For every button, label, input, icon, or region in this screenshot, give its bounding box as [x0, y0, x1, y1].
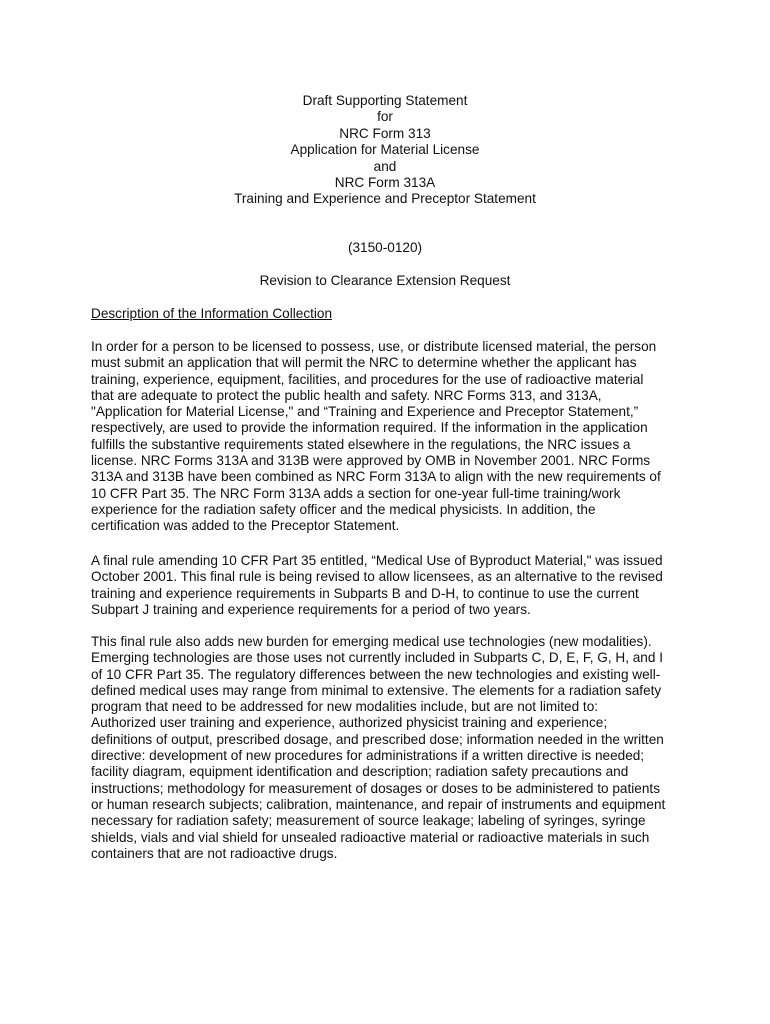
- paragraph-line: containers that are not radioactive drugs.: [91, 845, 338, 861]
- paragraph-line: or human research subjects; calibration, maintenance, and repair of instruments and equipment: [91, 796, 666, 812]
- paragraph-line: In order for a person to be licensed to possess, use, or distribute licensed material, the person: [91, 339, 657, 354]
- paragraph-line: Authorized user training and experience, authorized physicist training and experience;: [91, 715, 608, 731]
- paragraph-line: A final rule amending 10 CFR Part 35 entitled, “Medical Use of Byproduct Material," was issued: [91, 553, 663, 568]
- title-line: for: [377, 109, 393, 125]
- paragraph-line: This final rule also adds new burden for emerging medical use technologies (new modalities).: [91, 634, 652, 649]
- paragraph-line: defined medical uses may range from minimal to extensive. The elements for a radiation safety: [91, 682, 662, 698]
- title-line: and: [373, 158, 397, 174]
- paragraph-line: instructions; methodology for measurement of dosages or doses to be administered to patients: [91, 780, 660, 796]
- title-line: Training and Experience and Preceptor Statement: [234, 191, 536, 207]
- paragraph-line: Emerging technologies are those uses not currently included in Subparts C, D, E, F, G, H, and I: [91, 650, 663, 666]
- paragraph-line: 313A and 313B have been combined as NRC Form 313A to align with the new requirements of: [91, 469, 661, 485]
- paragraph-2: [91, 553, 691, 618]
- paragraph-line: 10 CFR Part 35. The NRC Form 313A adds a section for one-year full-time training/work: [91, 485, 621, 501]
- paragraph-3: [91, 634, 691, 862]
- title-block: [0, 93, 770, 208]
- section-heading: Description of the Information Collection: [91, 306, 333, 321]
- paragraph-1: [91, 339, 691, 535]
- title-line: NRC Form 313: [339, 125, 431, 141]
- paragraph-line: license. NRC Forms 313A and 313B were approved by OMB in November 2001. NRC Forms: [91, 453, 651, 469]
- title-line: NRC Form 313A: [334, 174, 436, 190]
- paragraph-line: training and experience requirements in Subparts B and D-H, to continue to use the current: [91, 585, 639, 601]
- paragraph-line: facility diagram, equipment identification and description; radiation safety precautions and: [91, 764, 629, 780]
- paragraph-line: definitions of output, prescribed dosage, and prescribed dose; information needed in the written: [91, 731, 664, 747]
- paragraph-line: "Application for Material License," and “Training and Experience and Preceptor Statement,”: [91, 404, 639, 420]
- revision-subtitle: Revision to Clearance Extension Request: [259, 273, 511, 288]
- paragraph-line: that are adequate to protect the public health and safety. NRC Forms 313, and 313A,: [91, 387, 602, 403]
- title-line: Draft Supporting Statement: [302, 93, 468, 108]
- paragraph-line: program that need to be addressed for new modalities include, but are not limited to:: [91, 699, 599, 715]
- paragraph-line: Subpart J training and experience requirements for a period of two years.: [91, 601, 531, 617]
- omb-control-number: (3150-0120): [347, 240, 423, 255]
- paragraph-line: fulfills the substantive requirements stated elsewhere in the regulations, the NRC issues a: [91, 436, 631, 452]
- paragraph-line: necessary for radiation safety; measurement of source leakage; labeling of syringes, syringe: [91, 813, 646, 829]
- paragraph-line: shields, vials and vial shield for unsealed radioactive material or radioactive materials in such: [91, 829, 650, 845]
- paragraph-line: respectively, are used to provide the information required. If the information in the application: [91, 420, 648, 436]
- paragraph-line: of 10 CFR Part 35. The regulatory differences between the new technologies and existing well-: [91, 666, 661, 682]
- paragraph-line: directive: development of new procedures for administrations if a written directive is needed;: [91, 748, 645, 764]
- paragraph-line: training, experience, equipment, facilities, and procedures for the use of radioactive material: [91, 371, 644, 387]
- paragraph-line: October 2001. This final rule is being revised to allow licensees, as an alternative to the revised: [91, 569, 663, 585]
- paragraph-line: must submit an application that will permit the NRC to determine whether the applicant has: [91, 355, 637, 371]
- title-line: Application for Material License: [290, 142, 480, 158]
- paragraph-line: experience for the radiation safety officer and the medical physicists. In addition, the: [91, 501, 596, 517]
- paragraph-line: certification was added to the Preceptor Statement.: [91, 518, 400, 534]
